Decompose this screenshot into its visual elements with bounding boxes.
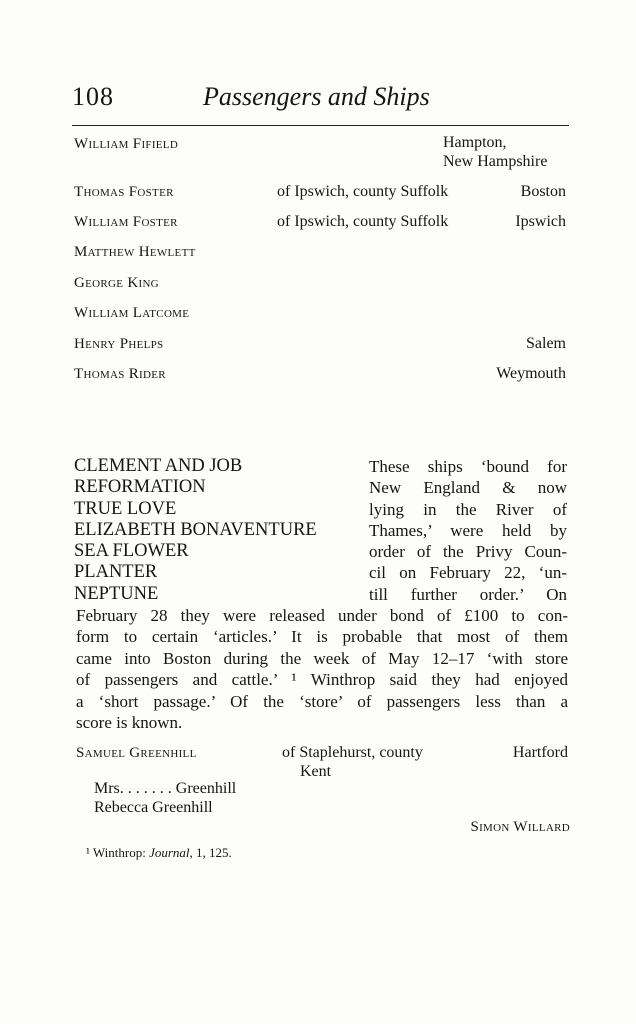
paragraph-line: a ‘short passage.’ Of the ‘store’ of passengers less than a bbox=[76, 691, 568, 711]
passenger-name: Samuel Greenhill bbox=[76, 745, 197, 761]
ship-name: SEA FLOWER bbox=[74, 541, 189, 562]
passenger-name: Thomas Rider bbox=[74, 366, 166, 382]
passenger-destination: Boston bbox=[520, 183, 566, 200]
passenger-name: Thomas Foster bbox=[74, 184, 174, 200]
passenger-name: William Foster bbox=[74, 214, 178, 230]
passenger-name: Matthew Hewlett bbox=[74, 244, 196, 260]
footnote-ref: , 1, 125. bbox=[189, 845, 232, 860]
passenger-name: George King bbox=[74, 275, 159, 291]
footnote-marker: ¹ bbox=[86, 845, 90, 860]
paragraph-line: February 28 they were released under bond of £100 to con- bbox=[76, 606, 568, 625]
ships-note-line: Thames,’ were held by bbox=[369, 520, 567, 540]
ship-name: ELIZABETH BONAVENTURE bbox=[74, 519, 317, 540]
footnote-work: Journal bbox=[149, 845, 190, 860]
ships-note-line: These ships ‘bound for bbox=[369, 457, 567, 476]
passenger-destination: New Hampshire bbox=[443, 153, 548, 170]
passenger-origin: of Ipswich, county Suffolk bbox=[277, 213, 449, 230]
footnote bbox=[86, 845, 232, 861]
running-title: Passengers and Ships bbox=[203, 82, 430, 111]
page-number: 108 bbox=[72, 82, 114, 111]
ships-note-line: lying in the River of bbox=[369, 499, 567, 519]
passenger-destination: Ipswich bbox=[515, 213, 566, 230]
ship-name: TRUE LOVE bbox=[74, 498, 177, 519]
passenger-name: William Latcome bbox=[74, 305, 190, 321]
ships-note-line: order of the Privy Coun- bbox=[369, 542, 567, 562]
passenger-name: Simon Willard bbox=[470, 819, 570, 835]
passenger-origin: of Ipswich, county Suffolk bbox=[277, 183, 449, 200]
family-member: Rebecca Greenhill bbox=[94, 799, 213, 816]
passenger-origin: Kent bbox=[300, 763, 332, 780]
ships-note-line: cil on February 22, ‘un- bbox=[369, 563, 567, 583]
ship-name: NEPTUNE bbox=[74, 583, 159, 604]
paragraph-line: score is known. bbox=[76, 713, 183, 733]
ships-note bbox=[369, 456, 567, 605]
paragraph-line: of passengers and cattle.’ ¹ Winthrop said they had enjoyed bbox=[76, 670, 568, 690]
family-member: Mrs. . . . . . . Greenhill bbox=[94, 780, 237, 797]
ship-name: REFORMATION bbox=[74, 477, 206, 498]
passenger-destination: Weymouth bbox=[496, 365, 566, 382]
passenger-origin: of Staplehurst, county bbox=[282, 744, 423, 761]
passenger-name: William Fifield bbox=[74, 136, 179, 152]
passenger-destination: Hartford bbox=[512, 744, 568, 761]
ship-name: PLANTER bbox=[74, 562, 158, 583]
footnote-text: Winthrop: bbox=[92, 845, 150, 860]
body-paragraph bbox=[76, 605, 568, 733]
paragraph-line: form to certain ‘articles.’ It is probable that most of them bbox=[76, 627, 568, 647]
ships-note-line: till further order.’ On bbox=[369, 584, 567, 604]
ship-name: CLEMENT AND JOB bbox=[74, 456, 243, 476]
passenger-name: Henry Phelps bbox=[74, 336, 164, 352]
ship-list bbox=[74, 456, 317, 605]
passenger-destination: Hampton, bbox=[443, 134, 507, 151]
paragraph-line: came into Boston during the week of May 12–17 ‘with store bbox=[76, 648, 568, 668]
header-rule bbox=[72, 125, 569, 126]
passenger-destination: Salem bbox=[526, 335, 566, 352]
ships-note-line: New England & now bbox=[369, 478, 567, 498]
